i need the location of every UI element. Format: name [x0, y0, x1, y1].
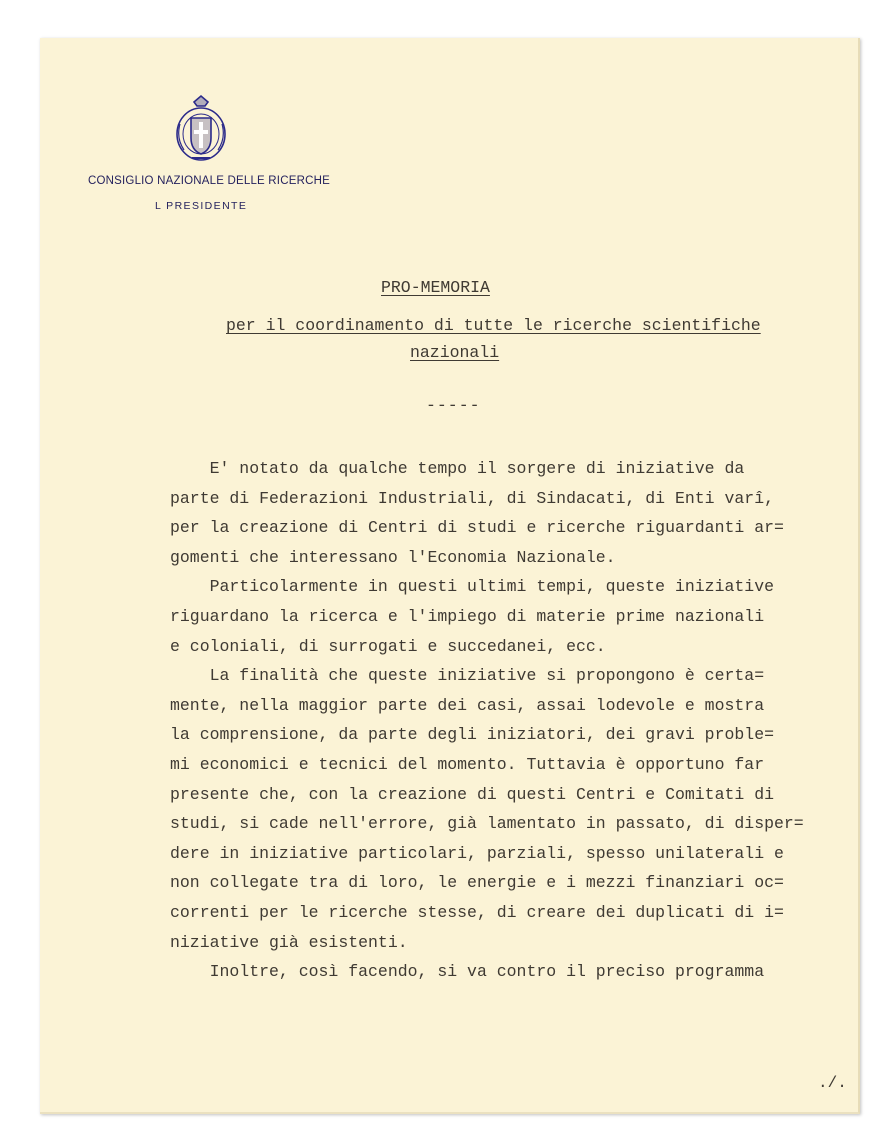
body-line: dere in iniziative particolari, parziali, spesso unilaterali e: [170, 843, 784, 863]
body-line: riguardano la ricerca e l'impiego di materie prime nazionali: [170, 607, 765, 626]
body-line: mi economici e tecnici del momento. Tuttavia è opportuno far: [170, 755, 765, 774]
letterhead-institution: CONSIGLIO NAZIONALE DELLE RICERCHE: [88, 175, 330, 187]
heading-separator: -----: [426, 396, 481, 415]
document-subtitle-line-1: per il coordinamento di tutte le ricerche scientifiche: [226, 316, 761, 335]
coat-of-arms-icon: [172, 94, 230, 166]
document-subtitle-line-2: nazionali: [410, 343, 500, 362]
body-line: non collegate tra di loro, le energie e i mezzi finanziari oc=: [170, 873, 784, 893]
body-line: mente, nella maggior parte dei casi, assai lodevole e mostra: [170, 695, 765, 715]
body-line: parte di Federazioni Industriali, di Sindacati, di Enti varî,: [170, 488, 774, 508]
body-line: per la creazione di Centri di studi e ricerche riguardanti ar=: [170, 518, 784, 538]
document-title: PRO-MEMORIA: [381, 278, 490, 297]
body-line: Particolarmente in questi ultimi tempi, queste iniziative: [170, 577, 774, 597]
body-line: la comprensione, da parte degli iniziatori, dei gravi proble=: [170, 725, 774, 745]
body-line: niziative già esistenti.: [170, 932, 408, 952]
body-line: E' notato da qualche tempo il sorgere di iniziative da: [170, 459, 745, 478]
continuation-mark: ./.: [818, 1074, 847, 1092]
body-line: e coloniali, di surrogati e succedanei, ecc.: [170, 636, 606, 656]
body-line: studi, si cade nell'errore, già lamentato in passato, di disper=: [170, 814, 804, 834]
body-line: presente che, con la creazione di questi Centri e Comitati di: [170, 784, 774, 804]
letterhead-office: L PRESIDENTE: [155, 200, 248, 212]
body-line: correnti per le ricerche stesse, di creare dei duplicati di i=: [170, 903, 784, 922]
body-line: gomenti che interessano l'Economia Nazionale.: [170, 547, 616, 567]
body-line: La finalità che queste iniziative si propongono è certa=: [170, 666, 765, 686]
body-line: Inoltre, così facendo, si va contro il preciso programma: [170, 962, 765, 982]
